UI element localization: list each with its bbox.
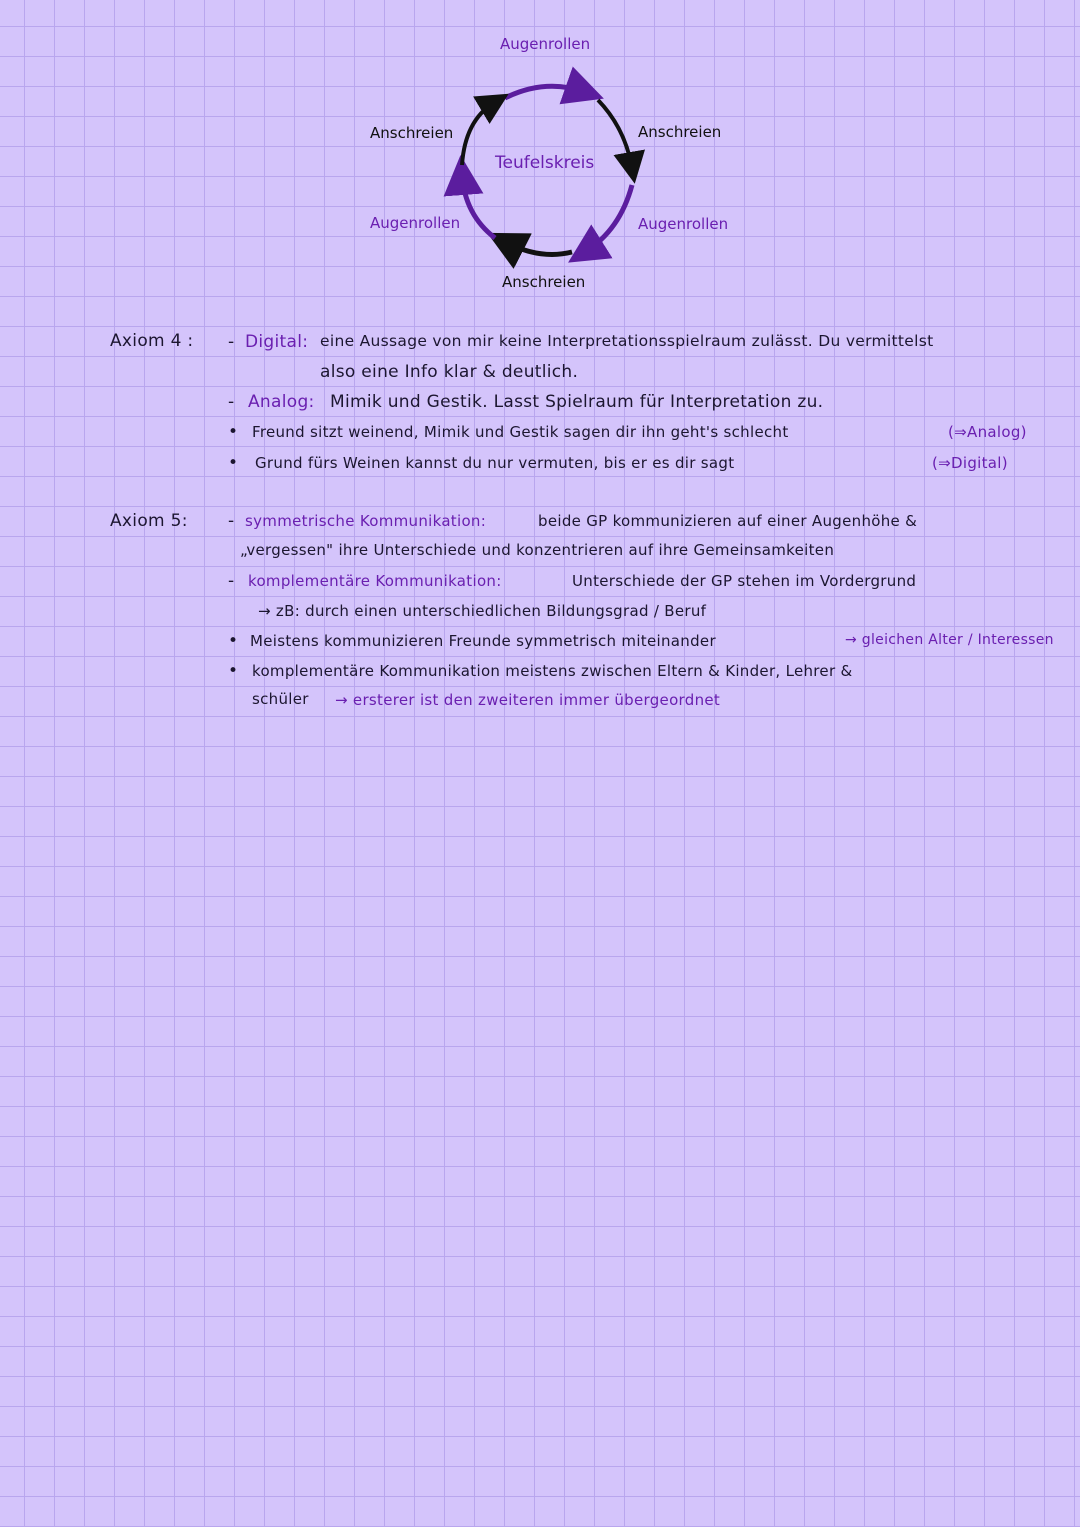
arrow-bottom bbox=[505, 242, 572, 254]
cycle-label-right-bottom: Augenrollen bbox=[638, 215, 729, 233]
axiom5-complementary-text: Unterschiede der GP stehen im Vordergrund bbox=[572, 572, 917, 590]
axiom4-bullet-1-text: Freund sitzt weinend, Mimik und Gestik sagen dir ihn geht's schlecht bbox=[252, 423, 789, 441]
axiom4-digital-text-2: also eine Info klar & deutlich. bbox=[320, 362, 579, 382]
cycle-label-right-top: Anschreien bbox=[638, 123, 722, 141]
arrow-right-bottom bbox=[585, 185, 632, 252]
axiom5-bullet-2-text: komplementäre Kommunikation meistens zwischen Eltern & Kinder, Lehrer & bbox=[252, 662, 853, 680]
arrow-left-top bbox=[462, 102, 495, 165]
arrow-left-bottom bbox=[462, 175, 495, 238]
axiom5-complementary-heading: komplementäre Kommunikation: bbox=[248, 572, 502, 590]
axiom5-example: → zB: durch einen unterschiedlichen Bildungsgrad / Beruf bbox=[258, 602, 707, 620]
axiom4-analog-text: Mimik und Gestik. Lasst Spielraum für Interpretation zu. bbox=[330, 392, 824, 412]
axiom5-bullet-2-continuation: schüler bbox=[252, 690, 309, 708]
cycle-label-left-bottom: Augenrollen bbox=[370, 214, 461, 232]
arrow-top bbox=[505, 86, 585, 98]
arrow-right-top bbox=[598, 100, 632, 168]
axiom5-symmetric-text: beide GP kommunizieren auf einer Augenhöhe & bbox=[538, 512, 918, 530]
axiom4-label: Axiom 4 : bbox=[110, 331, 194, 351]
cycle-label-left-top: Anschreien bbox=[370, 124, 454, 142]
axiom5-label: Axiom 5: bbox=[110, 511, 188, 531]
axiom5-symmetric-heading: symmetrische Kommunikation: bbox=[245, 512, 487, 530]
axiom5-bullet-1-note: → gleichen Alter / Interessen bbox=[845, 632, 1054, 648]
axiom5-bullet-2: • bbox=[228, 661, 239, 681]
teufelskreis-diagram bbox=[340, 20, 760, 310]
axiom4-analog-heading: Analog: bbox=[248, 392, 315, 412]
axiom5-bullet-1-text: Meistens kommunizieren Freunde symmetrisch miteinander bbox=[250, 632, 716, 650]
axiom5-dash-2: - bbox=[228, 571, 235, 591]
axiom4-dash-2: - bbox=[228, 392, 235, 412]
cycle-label-bottom: Anschreien bbox=[502, 273, 586, 291]
axiom4-bullet-1-note: (⇒Analog) bbox=[948, 423, 1027, 441]
axiom5-bullet-1: • bbox=[228, 631, 239, 651]
axiom4-bullet-2-note: (⇒Digital) bbox=[932, 454, 1008, 472]
cycle-center-title: Teufelskreis bbox=[495, 153, 595, 173]
axiom4-bullet-2-text: Grund fürs Weinen kannst du nur vermuten, bis er es dir sagt bbox=[255, 454, 735, 472]
axiom5-bullet-2-note: → ersterer ist den zweiteren immer übergeordnet bbox=[335, 691, 721, 709]
axiom5-dash-1: - bbox=[228, 511, 235, 531]
axiom4-digital-heading: Digital: bbox=[245, 332, 309, 352]
axiom4-dash-1: - bbox=[228, 332, 235, 352]
axiom4-bullet-1: • bbox=[228, 422, 239, 442]
axiom4-digital-text: eine Aussage von mir keine Interpretationsspielraum zulässt. Du vermittelst bbox=[320, 332, 934, 350]
axiom4-bullet-2: • bbox=[228, 453, 239, 473]
cycle-label-top: Augenrollen bbox=[500, 35, 591, 53]
axiom5-symmetric-text-2: „vergessen" ihre Unterschiede und konzentrieren auf ihre Gemeinsamkeiten bbox=[240, 541, 835, 559]
